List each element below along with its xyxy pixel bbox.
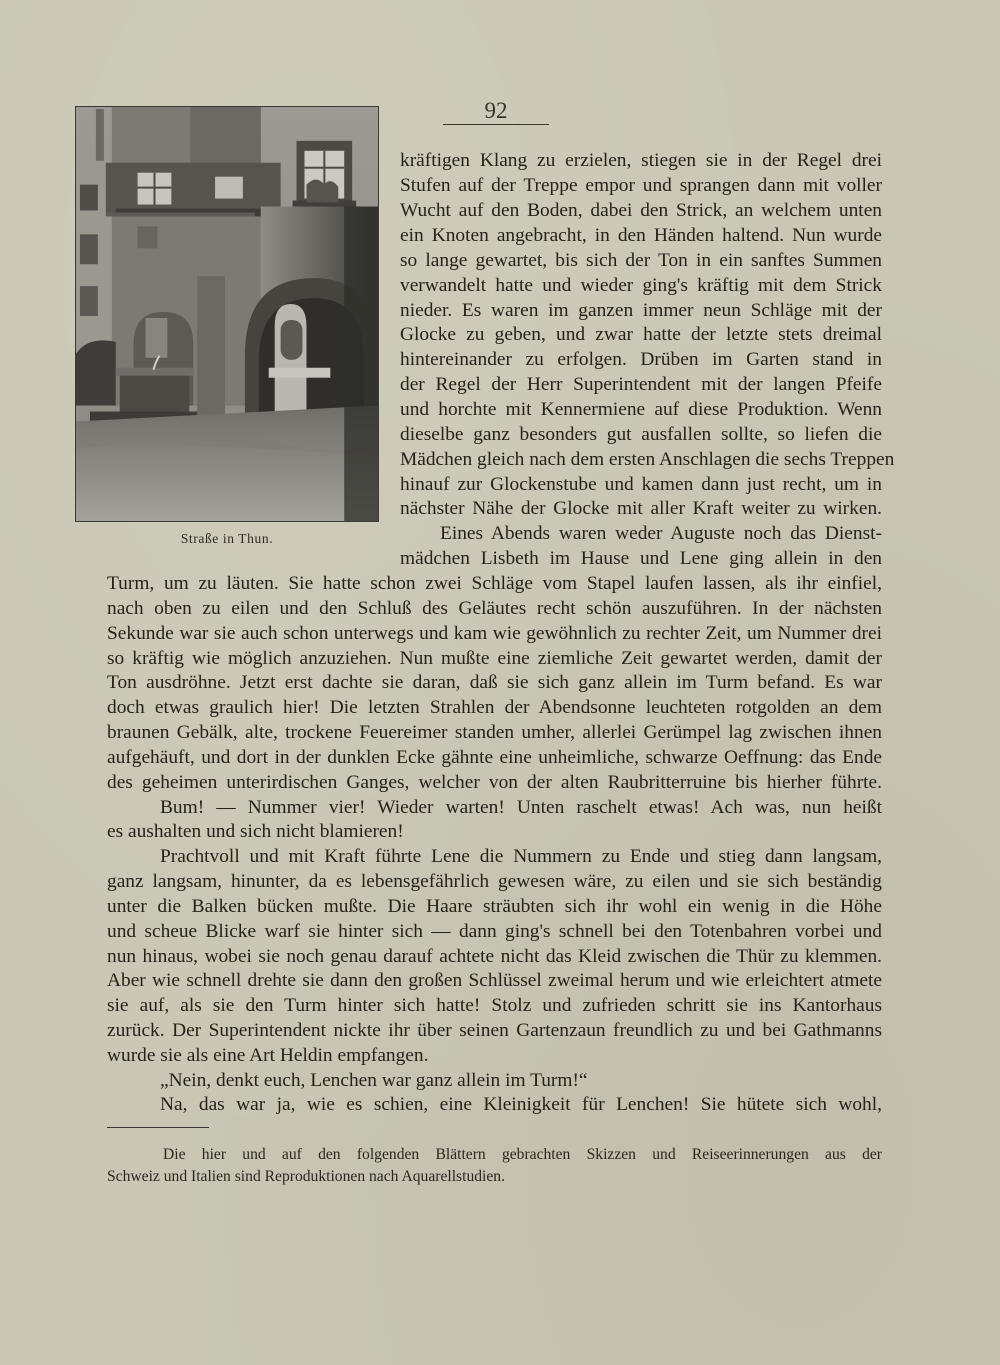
text-line: hintereinander zu erfolgen. Drüben im Garten stand in bbox=[400, 349, 882, 370]
text-line: nieder. Es waren im ganzen immer neun Schläge mit der bbox=[400, 300, 882, 321]
text-line: so lange gewartet, bis sich der Ton in ein sanftes Summen bbox=[400, 250, 882, 271]
figure-caption: Straße in Thun. bbox=[180, 531, 274, 546]
text-line: der Regel der Herr Superintendent mit der langen Pfeife bbox=[400, 374, 882, 395]
text-line: aufgehäuft, und dort in der dunklen Ecke gähnte eine unheimliche, schwarze Oeffnung: das Ende bbox=[107, 747, 882, 768]
page-number-rule bbox=[443, 124, 549, 125]
text-line: nächster Nähe der Glocke mit aller Kraft weiter zu wirken. bbox=[400, 498, 882, 519]
text-line: Wucht auf den Boden, dabei den Strick, an welchem unten bbox=[400, 200, 882, 221]
text-line: braunen Gebälk, alte, trockene Feuereimer standen umher, allerlei Gerümpel lag zwischen ihnen bbox=[107, 722, 882, 743]
text-line: Mädchen gleich nach dem ersten Anschlagen die sechs Treppen bbox=[400, 449, 895, 470]
text-line: ein Knoten angebracht, in den Händen haltend. Nun wurde bbox=[400, 225, 882, 246]
text-line: Eines Abends waren weder Auguste noch das Dienst- bbox=[440, 523, 882, 544]
text-line: kräftigen Klang zu erzielen, stiegen sie in der Regel drei bbox=[400, 150, 882, 171]
text-line: es aushalten und sich nicht blamieren! bbox=[107, 821, 404, 842]
illustration bbox=[75, 106, 379, 522]
text-line: „Nein, denkt euch, Lenchen war ganz allein im Turm!“ bbox=[160, 1070, 588, 1091]
street-scene-image bbox=[76, 107, 378, 521]
text-line: und scheue Blicke warf sie hinter sich — dann ging's schnell bei den Totenbahren vorbei und bbox=[107, 921, 882, 942]
footnote-rule bbox=[107, 1127, 209, 1128]
footnote-line: Die hier und auf den folgenden Blättern gebrachten Skizzen und Reiseerinnerungen aus der bbox=[163, 1146, 882, 1163]
text-line: Prachtvoll und mit Kraft führte Lene die Nummern zu Ende und stieg dann langsam, bbox=[160, 846, 882, 867]
text-line: verwandelt hatte und wieder ging's kräftig mit dem Strick bbox=[400, 275, 882, 296]
text-line: Bum! — Nummer vier! Wieder warten! Unten raschelt etwas! Ach was, nun heißt bbox=[160, 797, 882, 818]
text-line: ganz langsam, hinunter, da es lebensgefährlich gewesen wäre, zu eilen und sie sich beständig bbox=[107, 871, 882, 892]
text-line: hinauf zur Glockenstube und kamen dann just recht, um in bbox=[400, 474, 882, 495]
text-line: Aber wie schnell drehte sie dann den großen Schlüssel zweimal herum und wie erleichtert atmete bbox=[107, 970, 882, 991]
text-line: so kräftig wie möglich anzuziehen. Nun mußte eine ziemliche Zeit gewartet werden, damit der bbox=[107, 648, 882, 669]
text-line: Na, das war ja, wie es schien, eine Kleinigkeit für Lenchen! Sie hütete sich wohl, bbox=[160, 1094, 882, 1115]
text-line: Stufen auf der Treppe empor und sprangen dann mit voller bbox=[400, 175, 882, 196]
text-line: nach oben zu eilen und den Schluß des Geläutes recht schön auszuführen. In der nächsten bbox=[107, 598, 882, 619]
text-line: des geheimen unterirdischen Ganges, welcher von der alten Raubritterruine bis hierher führte. bbox=[107, 772, 882, 793]
text-line: Ton ausdröhne. Jetzt erst dachte sie daran, daß sie sich ganz allein im Turm befand. Es war bbox=[107, 672, 882, 693]
text-line: wurde sie als eine Art Heldin empfangen. bbox=[107, 1045, 429, 1066]
page-number: 92 bbox=[484, 98, 508, 123]
text-line: nun hinaus, wobei sie noch genau darauf achtete nicht das Kleid zwischen die Thür zu klemmen. bbox=[107, 946, 882, 967]
text-line: mädchen Lisbeth im Hause und Lene ging allein in den bbox=[400, 548, 882, 569]
text-line: zurück. Der Superintendent nickte ihr über seinen Gartenzaun freundlich zu und bei Gathmanns bbox=[107, 1020, 882, 1041]
text-line: Turm, um zu läuten. Sie hatte schon zwei Schläge vom Stapel laufen lassen, als ihr einfiel, bbox=[107, 573, 882, 594]
text-line: sie auf, als sie den Turm hinter sich hatte! Stolz und zufrieden schritt sie ins Kantorhaus bbox=[107, 995, 882, 1016]
text-line: doch etwas graulich hier! Die letzten Strahlen der Abendsonne leuchteten rotgolden an dem bbox=[107, 697, 882, 718]
text-line: unter die Balken bücken mußte. Die Haare sträubten sich ihr wohl ein wenig in die Höhe bbox=[107, 896, 882, 917]
text-line: und horchte mit Kennermiene auf diese Produktion. Wenn bbox=[400, 399, 882, 420]
footnote-line: Schweiz und Italien sind Reproduktionen nach Aquarellstudien. bbox=[107, 1168, 505, 1185]
text-line: Sekunde war sie auch schon unterwegs und kam wie gewöhnlich zu rechter Zeit, um Nummer drei bbox=[107, 623, 882, 644]
text-line: Glocke zu geben, und zwar hatte der letzte stets dreimal bbox=[400, 324, 882, 345]
text-line: dieselbe ganz besonders gut ausfallen sollte, so liefen die bbox=[400, 424, 882, 445]
